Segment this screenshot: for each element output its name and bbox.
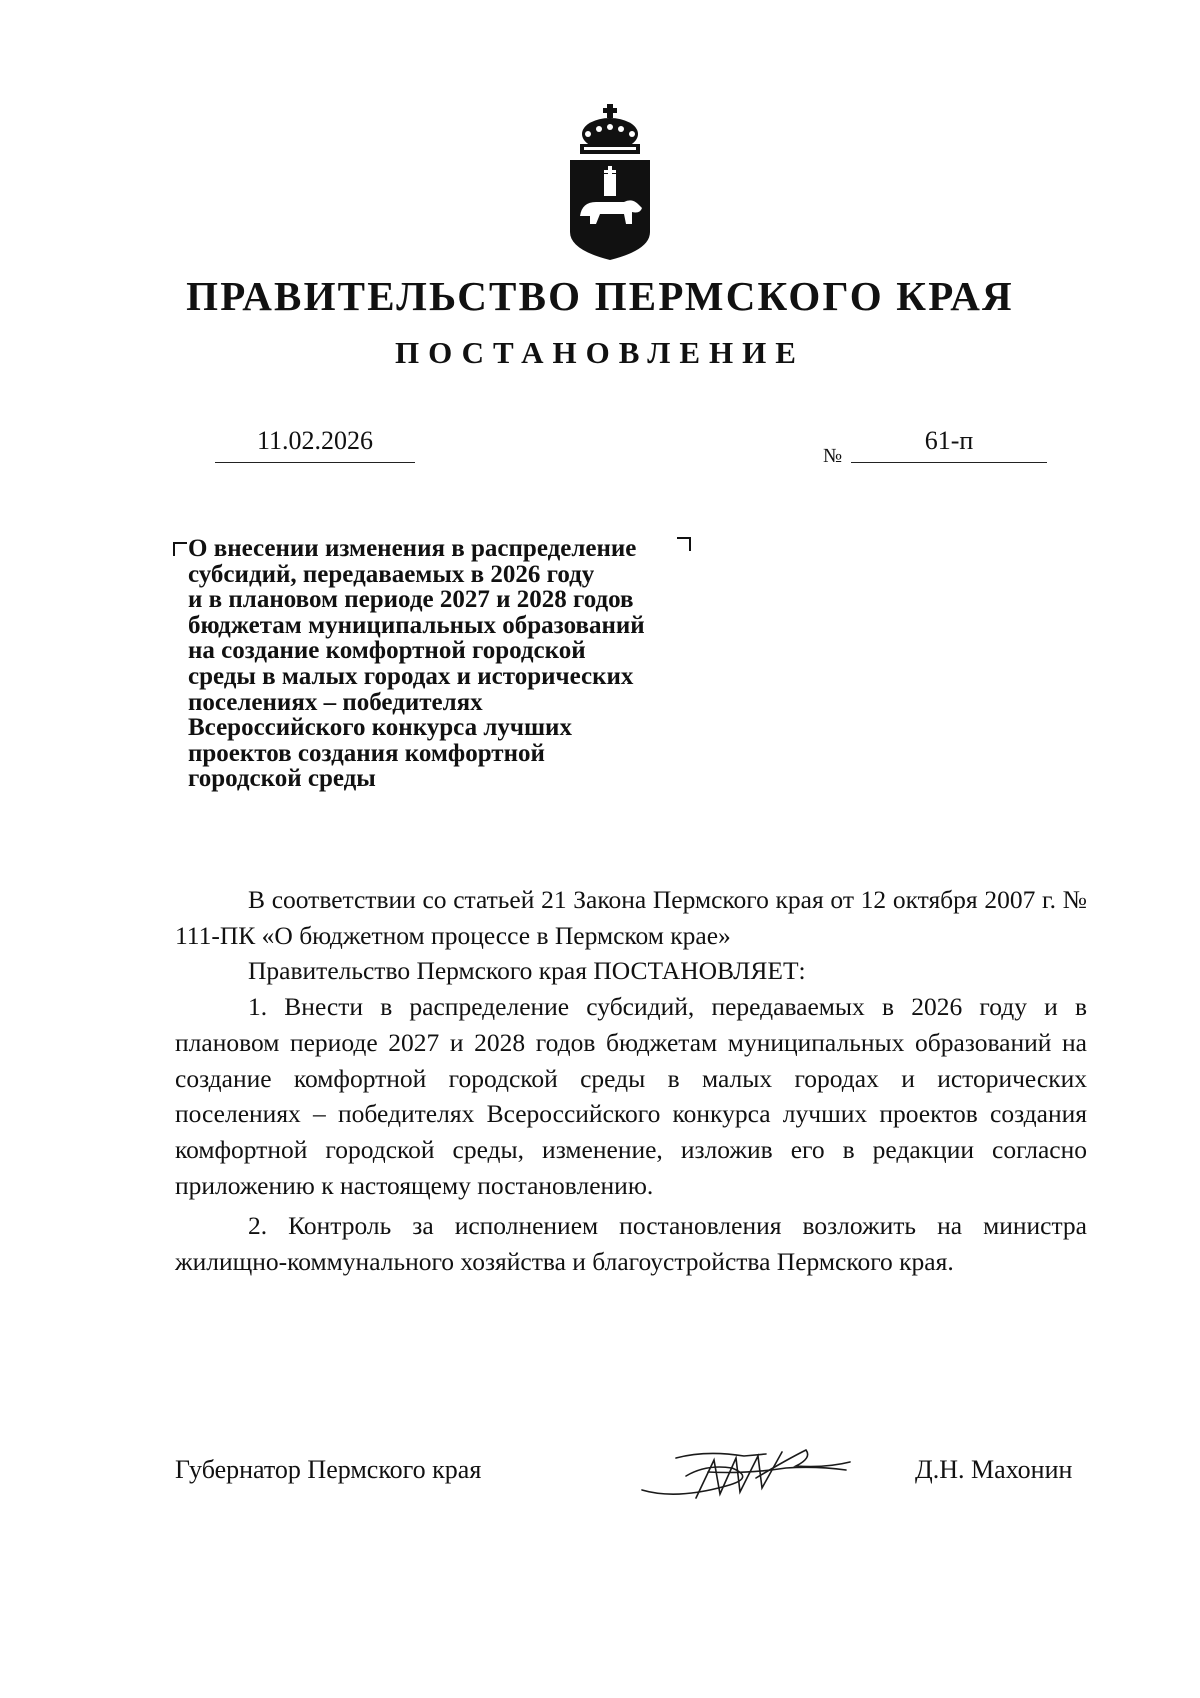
subject-bracket-left bbox=[173, 542, 187, 556]
subject-line: проектов создания комфортной bbox=[188, 739, 545, 767]
document-date: 11.02.2026 bbox=[215, 426, 415, 463]
subject-line: субсидий, передаваемых в 2026 году bbox=[188, 560, 595, 588]
subject-line: О внесении изменения в распределение bbox=[188, 535, 637, 562]
subject-line: городской среды bbox=[188, 765, 376, 793]
subject-line: поселениях – победителях bbox=[188, 688, 483, 716]
item-paragraph-1: 1. Внести в распределение субсидий, передаваемых в 2026 году и в плановом периоде 2027 и 2028 годов бюджетам муниципальных образований на создание комфортной городской среды в малых городах и исторических поселениях – победителях Всероссийского конкурса лучших проектов создания комфортной городской среды, изменение, изложив его в редакции согласно приложению к настоящему постановлению. bbox=[175, 992, 1087, 1200]
preamble-paragraph: В соответствии со статьей 21 Закона Пермского края от 12 октября 2007 г. № 111-ПК «О бюджетном процессе в Пермском крае» bbox=[175, 885, 1087, 950]
item-paragraph-2: 2. Контроль за исполнением постановления возложить на министра жилищно-коммунального хозяйства и благоустройства Пермского края. bbox=[175, 1211, 1087, 1277]
subject-line: среды в малых городах и исторических bbox=[188, 662, 634, 690]
document-type: ПОСТАНОВЛЕНИЕ bbox=[395, 335, 805, 370]
organization-title: ПРАВИТЕЛЬСТВО ПЕРМСКОГО КРАЯ bbox=[186, 273, 1014, 319]
handwritten-signature bbox=[636, 1438, 856, 1504]
document-body bbox=[175, 882, 1087, 1280]
subject-line: на создание комфортной городской bbox=[188, 637, 586, 665]
signatory-name: Д.Н. Махонин bbox=[915, 1455, 1073, 1484]
document-subject bbox=[188, 536, 708, 792]
subject-line: бюджетам муниципальных образований bbox=[188, 611, 645, 639]
decree-paragraph: Правительство Пермского края ПОСТАНОВЛЯЕТ: bbox=[248, 956, 806, 986]
subject-line: и в плановом периоде 2027 и 2028 годов bbox=[188, 586, 634, 614]
signatory-title: Губернатор Пермского края bbox=[175, 1455, 482, 1484]
subject-line: Всероссийского конкурса лучших bbox=[188, 714, 572, 742]
document-number: 61-п bbox=[851, 426, 1047, 463]
perm-krai-coat-of-arms-icon bbox=[566, 104, 654, 262]
number-label: № bbox=[823, 445, 843, 467]
